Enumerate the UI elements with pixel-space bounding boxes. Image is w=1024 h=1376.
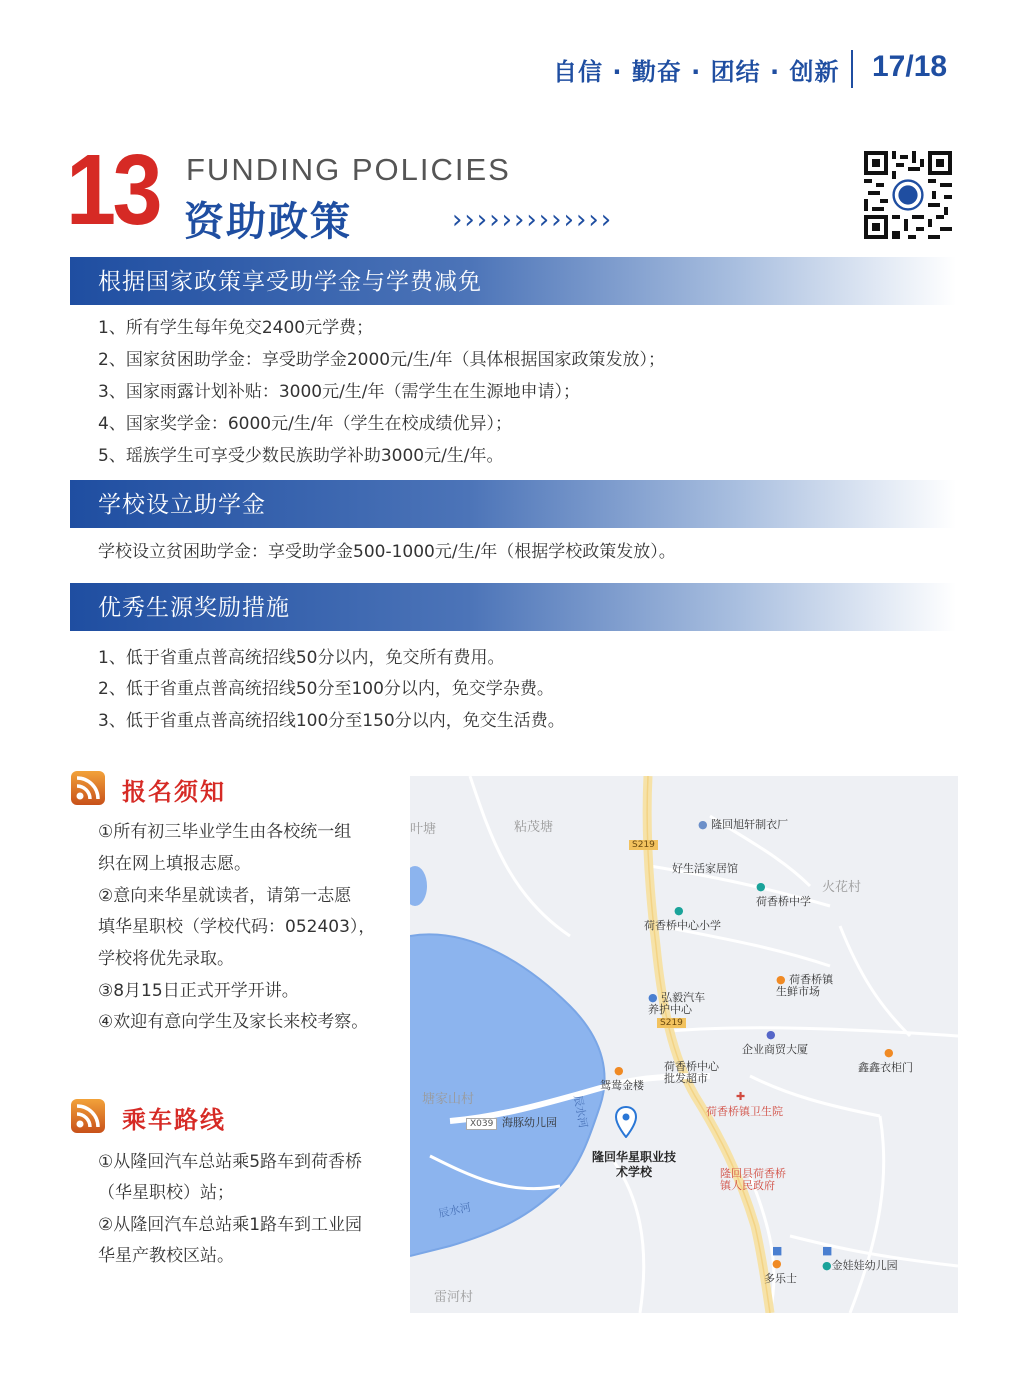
- section-heading: 根据国家政策享受助学金与学费减免: [98, 269, 482, 295]
- registration-line: 织在网上填报志愿。: [98, 854, 251, 874]
- river-label: 辰水河: [571, 1094, 590, 1130]
- section-heading: 学校设立助学金: [98, 492, 266, 518]
- poi-middle-school: ● 荷香桥中学: [756, 880, 811, 908]
- section-number: 13: [66, 134, 159, 246]
- registration-line: 填华星职校（学校代码：052403），: [98, 917, 376, 937]
- poi-good-life: 好生活家居馆: [672, 862, 738, 875]
- page-number: 17/18: [872, 50, 948, 83]
- shop-icon: ●: [776, 973, 786, 986]
- section-banner-excellent-students: [70, 583, 956, 631]
- header-divider: [851, 50, 853, 88]
- shop-icon: ●: [614, 1064, 624, 1077]
- list-item: 1、所有学生每年免交2400元学费；: [98, 318, 374, 338]
- river-label: 辰水河: [437, 1200, 473, 1221]
- poi-shirt-factory: ● 隆回旭轩制衣厂: [698, 818, 789, 831]
- motto: 自信 · 勤奋 · 团结 · 创新: [553, 58, 840, 86]
- registration-line: ②意向来华星就读者，请第一志愿: [98, 886, 352, 906]
- bus-icon: ■: [772, 1244, 783, 1257]
- poi-jinwa: ■ ●金娃娃幼儿园: [822, 1244, 898, 1272]
- list-item: 学校设立贫困助学金：享受助学金500-1000元/生/年（根据学校政策发放）。: [98, 542, 676, 562]
- route-line: ①从隆回汽车总站乘5路车到荷香桥: [98, 1152, 363, 1172]
- hospital-icon: ✚: [736, 1090, 746, 1103]
- poi-health-center: ✚ 荷香桥镇卫生院: [706, 1090, 783, 1118]
- location-pin-icon: [615, 1106, 637, 1138]
- route-heading: 乘车路线: [122, 1106, 226, 1134]
- registration-heading: 报名须知: [122, 778, 226, 806]
- village-label: 火花村: [822, 880, 862, 895]
- list-item: 5、瑶族学生可享受少数民族助学补助3000元/生/年。: [98, 446, 504, 466]
- village-label: 塘家山村: [422, 1092, 475, 1107]
- list-item: 3、低于省重点普高统招线100分至150分以内，免交生活费。: [98, 711, 565, 731]
- section-title-chinese: 资助政策: [184, 199, 352, 245]
- location-map: [410, 776, 958, 1313]
- village-label: 粘茂塘: [514, 820, 554, 835]
- route-line: （华星职校）站；: [98, 1183, 234, 1203]
- poi-car-care: ● 弘毅汽车养护中心: [648, 991, 706, 1016]
- location-pin-icon: ●: [698, 818, 708, 831]
- school-icon: ●: [756, 880, 766, 893]
- poi-supermarket: 荷香桥中心批发超市: [664, 1060, 719, 1085]
- school-icon: ●: [674, 904, 684, 917]
- chevron-decoration: ›››››››››››››: [452, 205, 614, 235]
- registration-line: ④欢迎有意向学生及家长来校考察。: [98, 1012, 369, 1032]
- poi-school: 隆回华星职业技术学校: [591, 1150, 676, 1179]
- shop-icon: ●: [772, 1257, 782, 1270]
- poi-haitun: 海豚幼儿园: [502, 1116, 557, 1129]
- car-icon: ●: [648, 991, 658, 1004]
- poi-government: 隆回县荷香桥镇人民政府: [720, 1167, 786, 1192]
- route-line: ②从隆回汽车总站乘1路车到工业园: [98, 1215, 363, 1235]
- poi-duole: ■ ● 多乐士: [764, 1244, 797, 1285]
- road-shield: S219: [657, 1018, 686, 1028]
- section-heading: 优秀生源奖励措施: [98, 595, 290, 621]
- list-item: 2、低于省重点普高统招线50分至100分以内，免交学杂费。: [98, 679, 554, 699]
- registration-line: 学校将优先录取。: [98, 949, 234, 969]
- list-item: 3、国家雨露计划补贴：3000元/生/年（需学生在生源地申请）；: [98, 382, 581, 402]
- poi-primary-school: ● 荷香桥中心小学: [644, 904, 721, 932]
- list-item: 4、国家奖学金：6000元/生/年（学生在校成绩优异）；: [98, 414, 513, 434]
- qr-code-icon: [864, 151, 952, 239]
- shop-icon: ●: [884, 1046, 894, 1059]
- map-background: [410, 776, 958, 1313]
- route-line: 华星产教校区站。: [98, 1246, 234, 1266]
- village-label: 叶塘: [410, 822, 437, 837]
- section-banner-school-grant: [70, 480, 956, 528]
- registration-line: ③8月15日正式开学开讲。: [98, 981, 299, 1001]
- poi-phoenix: ● 鸳鸯金楼: [600, 1064, 644, 1092]
- rss-icon: [70, 1098, 106, 1134]
- section-title-english: FUNDING POLICIES: [186, 152, 511, 187]
- building-icon: ●: [766, 1028, 776, 1041]
- list-item: 1、低于省重点普高统招线50分以内，免交所有费用。: [98, 648, 505, 668]
- section-banner-national-policy: [70, 257, 956, 305]
- registration-line: ①所有初三毕业学生由各校统一组: [98, 822, 352, 842]
- list-item: 2、国家贫困助学金：享受助学金2000元/生/年（具体根据国家政策发放）；: [98, 350, 666, 370]
- road-shield: X039: [466, 1118, 497, 1130]
- rss-icon: [70, 770, 106, 806]
- road-shield: S219: [629, 840, 658, 850]
- school-icon: ●: [822, 1259, 832, 1272]
- poi-fresh-market: ● 荷香桥镇生鲜市场: [776, 973, 834, 998]
- poi-wardrobe: ● 鑫鑫衣柜门: [858, 1046, 913, 1074]
- poi-trade-building: ● 企业商贸大厦: [742, 1028, 808, 1056]
- bus-icon: ■: [822, 1244, 833, 1257]
- village-label: 雷河村: [434, 1290, 474, 1305]
